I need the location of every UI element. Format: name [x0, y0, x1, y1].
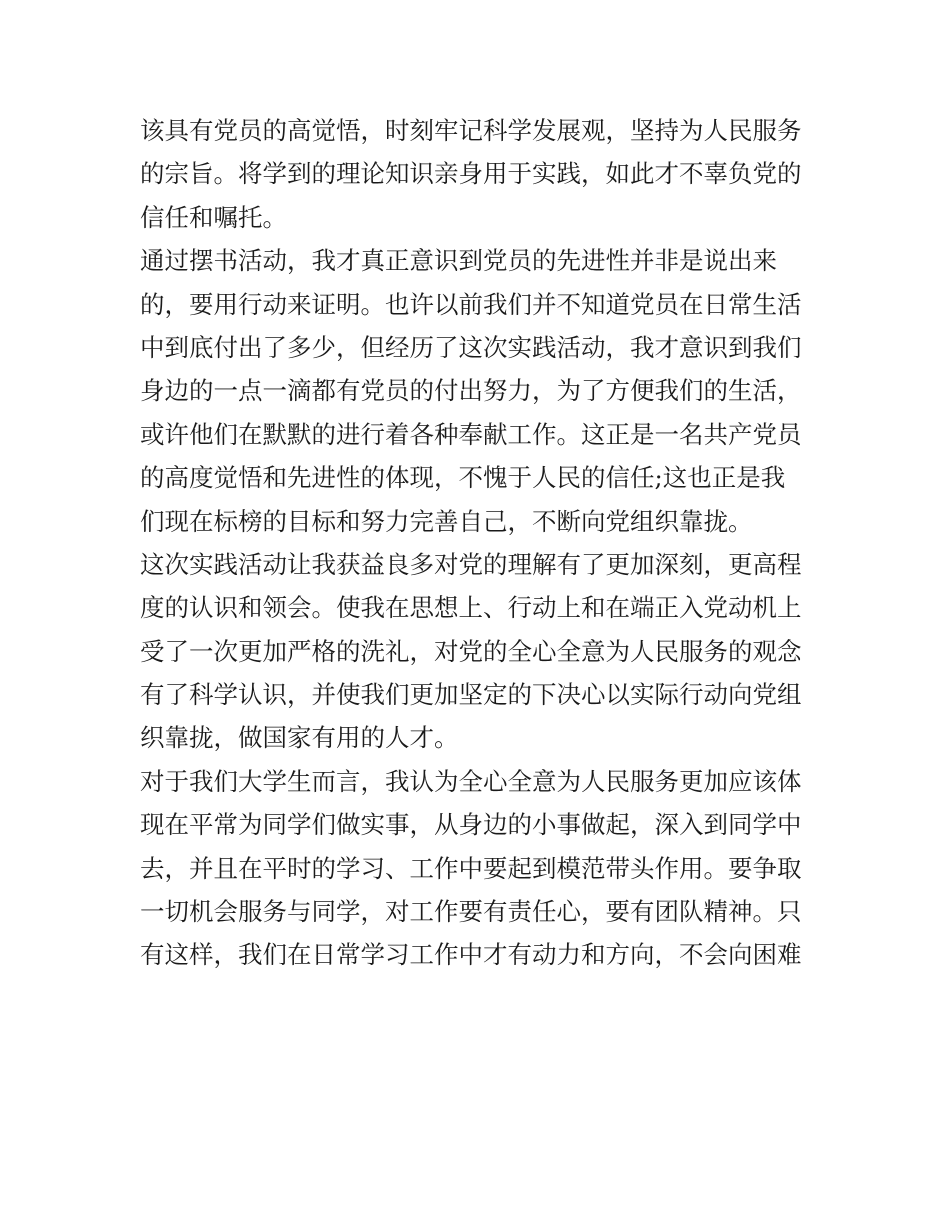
text-line: 对于我们大学生而言，我认为全心全意为人民服务更加应该体 [140, 766, 802, 796]
text-line: 有这样，我们在日常学习工作中才有动力和方向，不会向困难 [140, 940, 802, 970]
text-line: 们现在标榜的目标和努力完善自己，不断向党组织靠拢。 [140, 506, 753, 536]
text-line: 现在平常为同学们做实事，从身边的小事做起，深入到同学中 [140, 810, 802, 840]
text-line: 的宗旨。将学到的理论知识亲身用于实践，如此才不辜负党的 [140, 159, 802, 189]
text-line: 通过摆书活动，我才真正意识到党员的先进性并非是说出来 [140, 246, 777, 276]
text-line: 受了一次更加严格的洗礼，对党的全心全意为人民服务的观念 [140, 636, 802, 666]
text-line: 的高度觉悟和先进性的体现，不愧于人民的信任;这也正是我 [140, 463, 786, 493]
text-line: 中到底付出了多少，但经历了这次实践活动，我才意识到我们 [140, 332, 802, 362]
text-line: 身边的一点一滴都有党员的付出努力，为了方便我们的生活， [140, 376, 802, 406]
text-line: 有了科学认识，并使我们更加坚定的下决心以实际行动向党组 [140, 680, 802, 710]
text-line: 度的认识和领会。使我在思想上、行动上和在端正入党动机上 [140, 593, 802, 623]
text-line: 织靠拢，做国家有用的人才。 [140, 723, 459, 753]
text-line: 这次实践活动让我获益良多对党的理解有了更加深刻，更高程 [140, 549, 802, 579]
text-line: 信任和嘱托。 [140, 202, 287, 232]
text-line: 去，并且在平时的学习、工作中要起到模范带头作用。要争取 [140, 853, 802, 883]
text-line: 一切机会服务与同学，对工作要有责任心，要有团队精神。只 [140, 897, 802, 927]
body-text [140, 109, 820, 977]
text-line: 的，要用行动来证明。也许以前我们并不知道党员在日常生活 [140, 289, 802, 319]
text-line: 或许他们在默默的进行着各种奉献工作。这正是一名共产党员 [140, 419, 802, 449]
text-line: 该具有党员的高觉悟，时刻牢记科学发展观，坚持为人民服务 [140, 116, 802, 145]
